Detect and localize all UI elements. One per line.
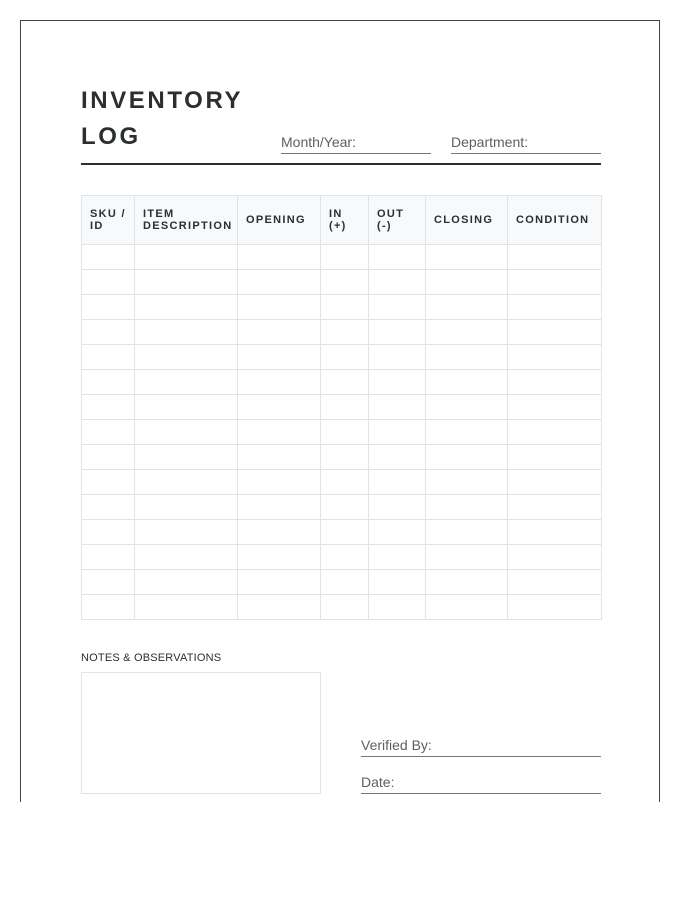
table-cell[interactable] [238,395,321,420]
table-cell[interactable] [321,570,369,595]
table-cell[interactable] [426,595,508,620]
table-cell[interactable] [508,370,602,395]
table-cell[interactable] [508,470,602,495]
table-cell[interactable] [426,495,508,520]
table-cell[interactable] [321,495,369,520]
table-cell[interactable] [426,545,508,570]
table-cell[interactable] [82,545,135,570]
table-cell[interactable] [321,245,369,270]
table-cell[interactable] [369,370,426,395]
table-cell[interactable] [82,495,135,520]
table-cell[interactable] [508,320,602,345]
table-cell[interactable] [426,445,508,470]
table-cell[interactable] [321,295,369,320]
table-cell[interactable] [426,470,508,495]
table-row [82,270,602,295]
table-cell[interactable] [508,495,602,520]
table-cell[interactable] [369,295,426,320]
table-cell[interactable] [321,270,369,295]
page-title: INVENTORY LOG [81,87,243,150]
table-cell[interactable] [135,470,238,495]
table-cell[interactable] [426,245,508,270]
table-row [82,470,602,495]
table-cell[interactable] [135,370,238,395]
table-cell[interactable] [321,370,369,395]
column-header-closing: CLOSING [426,196,508,245]
column-header-condition: CONDITION [508,196,602,245]
department-field[interactable]: Department: [451,131,601,154]
table-cell[interactable] [369,420,426,445]
table-cell[interactable] [426,345,508,370]
table-cell[interactable] [82,470,135,495]
table-cell[interactable] [135,270,238,295]
table-cell[interactable] [369,595,426,620]
column-header-item-description: ITEM DESCRIPTION [135,196,238,245]
table-row [82,570,602,595]
table-row [82,345,602,370]
table-body [82,245,602,620]
table-cell[interactable] [321,545,369,570]
table-cell[interactable] [508,570,602,595]
table-cell[interactable] [135,570,238,595]
table-cell[interactable] [238,345,321,370]
table-cell[interactable] [135,345,238,370]
column-header-sku: SKU / ID [82,196,135,245]
date-field[interactable]: Date: [361,771,601,794]
table-cell[interactable] [82,520,135,545]
table-cell[interactable] [238,570,321,595]
table-row [82,245,602,270]
table-cell[interactable] [238,520,321,545]
table-cell[interactable] [238,420,321,445]
table-cell[interactable] [321,470,369,495]
table-cell[interactable] [82,270,135,295]
table-cell[interactable] [135,595,238,620]
table-cell[interactable] [426,570,508,595]
table-cell[interactable] [82,420,135,445]
table-cell[interactable] [82,595,135,620]
table-cell[interactable] [321,320,369,345]
verified-by-field[interactable]: Verified By: [361,734,601,757]
table-cell[interactable] [426,420,508,445]
table-cell[interactable] [135,295,238,320]
table-cell[interactable] [508,545,602,570]
table-cell[interactable] [369,470,426,495]
table-cell[interactable] [508,420,602,445]
table-cell[interactable] [321,595,369,620]
table-cell[interactable] [238,295,321,320]
table-row [82,595,602,620]
table-cell[interactable] [508,245,602,270]
table-cell[interactable] [135,545,238,570]
notes-label: NOTES & OBSERVATIONS [81,652,222,664]
table-cell[interactable] [321,420,369,445]
table-cell[interactable] [508,595,602,620]
table-row [82,295,602,320]
table-cell[interactable] [238,270,321,295]
table-row [82,520,602,545]
table-cell[interactable] [426,320,508,345]
table-cell[interactable] [82,445,135,470]
table-cell[interactable] [135,445,238,470]
table-cell[interactable] [135,320,238,345]
table-cell[interactable] [82,345,135,370]
table-cell[interactable] [82,370,135,395]
table-cell[interactable] [238,445,321,470]
table-cell[interactable] [82,395,135,420]
table-cell[interactable] [369,395,426,420]
table-cell[interactable] [135,495,238,520]
table-cell[interactable] [135,520,238,545]
table-cell[interactable] [238,245,321,270]
table-cell[interactable] [369,445,426,470]
table-cell[interactable] [369,270,426,295]
table-cell[interactable] [82,320,135,345]
table-cell[interactable] [508,270,602,295]
table-cell[interactable] [369,570,426,595]
table-cell[interactable] [369,495,426,520]
table-row [82,495,602,520]
table-cell[interactable] [508,345,602,370]
table-cell[interactable] [369,345,426,370]
table-header-row [82,196,602,245]
inventory-log-page [20,20,660,802]
table-cell[interactable] [369,545,426,570]
table-cell[interactable] [135,420,238,445]
column-header-in: IN (+) [321,196,369,245]
column-header-out: OUT (-) [369,196,426,245]
table-cell[interactable] [426,395,508,420]
table-cell[interactable] [238,495,321,520]
table-cell[interactable] [426,370,508,395]
table-row [82,320,602,345]
table-cell[interactable] [426,270,508,295]
table-cell[interactable] [238,545,321,570]
table-row [82,445,602,470]
table-row [82,370,602,395]
table-cell[interactable] [508,295,602,320]
table-cell[interactable] [508,395,602,420]
month-year-field[interactable]: Month/Year: [281,131,431,154]
inventory-table [81,195,602,620]
table-cell[interactable] [238,370,321,395]
table-cell[interactable] [238,595,321,620]
table-cell[interactable] [82,245,135,270]
table-cell[interactable] [508,520,602,545]
table-cell[interactable] [321,345,369,370]
table-cell[interactable] [321,445,369,470]
table-cell[interactable] [82,295,135,320]
table-cell[interactable] [238,320,321,345]
table-cell[interactable] [369,320,426,345]
table-cell[interactable] [135,395,238,420]
table-cell[interactable] [369,245,426,270]
column-header-opening: OPENING [238,196,321,245]
table-row [82,545,602,570]
table-row [82,420,602,445]
table-cell[interactable] [321,520,369,545]
table-cell[interactable] [135,245,238,270]
table-cell[interactable] [321,395,369,420]
table-cell[interactable] [426,295,508,320]
table-cell[interactable] [82,570,135,595]
notes-box[interactable] [81,672,321,794]
table-cell[interactable] [238,470,321,495]
table-row [82,395,602,420]
table-cell[interactable] [426,520,508,545]
header-divider [81,163,601,165]
table-cell[interactable] [508,445,602,470]
table-cell[interactable] [369,520,426,545]
